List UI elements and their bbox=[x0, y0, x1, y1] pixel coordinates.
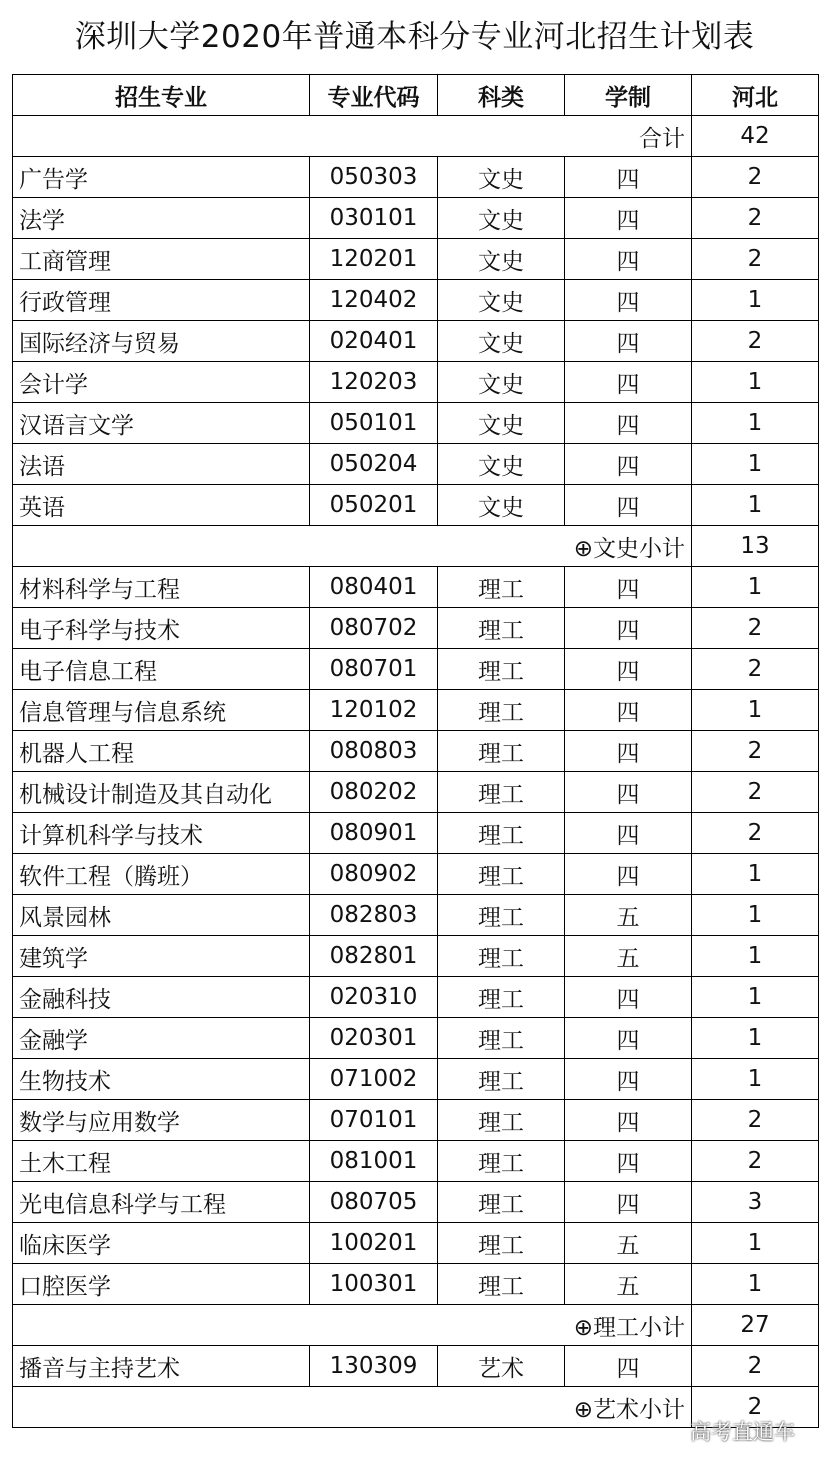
subtotal-row bbox=[13, 1387, 819, 1428]
category-cell: 理工 bbox=[438, 854, 565, 895]
quota-cell: 1 bbox=[692, 567, 819, 608]
major-name-cell: 播音与主持艺术 bbox=[13, 1346, 310, 1387]
major-name-cell: 土木工程 bbox=[13, 1141, 310, 1182]
major-name-cell: 行政管理 bbox=[13, 280, 310, 321]
enrollment-plan-table bbox=[12, 74, 819, 1428]
duration-cell: 四 bbox=[565, 321, 692, 362]
duration-cell: 四 bbox=[565, 731, 692, 772]
duration-cell: 五 bbox=[565, 1223, 692, 1264]
major-name-cell: 汉语言文学 bbox=[13, 403, 310, 444]
major-code-cell: 130309 bbox=[310, 1346, 438, 1387]
category-cell: 文史 bbox=[438, 444, 565, 485]
major-code-cell: 082803 bbox=[310, 895, 438, 936]
major-name-cell: 国际经济与贸易 bbox=[13, 321, 310, 362]
quota-cell: 2 bbox=[692, 1346, 819, 1387]
category-cell: 理工 bbox=[438, 1182, 565, 1223]
major-code-cell: 100301 bbox=[310, 1264, 438, 1305]
major-name-cell: 金融学 bbox=[13, 1018, 310, 1059]
table-row bbox=[13, 649, 819, 690]
duration-cell: 四 bbox=[565, 690, 692, 731]
category-cell: 理工 bbox=[438, 1264, 565, 1305]
major-code-cell: 120203 bbox=[310, 362, 438, 403]
major-name-cell: 会计学 bbox=[13, 362, 310, 403]
major-code-cell: 080902 bbox=[310, 854, 438, 895]
quota-cell: 1 bbox=[692, 1018, 819, 1059]
total-value: 42 bbox=[692, 116, 819, 157]
duration-cell: 四 bbox=[565, 444, 692, 485]
duration-cell: 四 bbox=[565, 198, 692, 239]
major-name-cell: 光电信息科学与工程 bbox=[13, 1182, 310, 1223]
category-cell: 理工 bbox=[438, 772, 565, 813]
major-code-cell: 080901 bbox=[310, 813, 438, 854]
major-name-cell: 工商管理 bbox=[13, 239, 310, 280]
category-cell: 文史 bbox=[438, 239, 565, 280]
duration-cell: 四 bbox=[565, 567, 692, 608]
major-name-cell: 广告学 bbox=[13, 157, 310, 198]
category-cell: 理工 bbox=[438, 1141, 565, 1182]
major-name-cell: 临床医学 bbox=[13, 1223, 310, 1264]
major-code-cell: 080803 bbox=[310, 731, 438, 772]
category-cell: 文史 bbox=[438, 362, 565, 403]
major-code-cell: 020301 bbox=[310, 1018, 438, 1059]
table-row bbox=[13, 1346, 819, 1387]
major-code-cell: 071002 bbox=[310, 1059, 438, 1100]
header-province: 河北 bbox=[692, 75, 819, 116]
table-row bbox=[13, 1018, 819, 1059]
table-row bbox=[13, 936, 819, 977]
major-name-cell: 信息管理与信息系统 bbox=[13, 690, 310, 731]
table-row bbox=[13, 731, 819, 772]
subtotal-row bbox=[13, 526, 819, 567]
table-row bbox=[13, 362, 819, 403]
duration-cell: 五 bbox=[565, 1264, 692, 1305]
subtotal-label: ⊕理工小计 bbox=[13, 1305, 692, 1346]
duration-cell: 四 bbox=[565, 239, 692, 280]
major-code-cell: 080702 bbox=[310, 608, 438, 649]
major-name-cell: 电子信息工程 bbox=[13, 649, 310, 690]
major-code-cell: 082801 bbox=[310, 936, 438, 977]
table-row bbox=[13, 157, 819, 198]
category-cell: 理工 bbox=[438, 1223, 565, 1264]
table-row bbox=[13, 1100, 819, 1141]
category-cell: 理工 bbox=[438, 690, 565, 731]
subtotal-row bbox=[13, 1305, 819, 1346]
quota-cell: 2 bbox=[692, 321, 819, 362]
table-row bbox=[13, 321, 819, 362]
table-row bbox=[13, 690, 819, 731]
total-row bbox=[13, 116, 819, 157]
quota-cell: 2 bbox=[692, 813, 819, 854]
category-cell: 理工 bbox=[438, 977, 565, 1018]
major-name-cell: 机械设计制造及其自动化 bbox=[13, 772, 310, 813]
quota-cell: 1 bbox=[692, 1264, 819, 1305]
quota-cell: 2 bbox=[692, 157, 819, 198]
quota-cell: 1 bbox=[692, 444, 819, 485]
quota-cell: 2 bbox=[692, 1100, 819, 1141]
duration-cell: 四 bbox=[565, 362, 692, 403]
major-name-cell: 电子科学与技术 bbox=[13, 608, 310, 649]
major-name-cell: 软件工程（腾班） bbox=[13, 854, 310, 895]
major-name-cell: 风景园林 bbox=[13, 895, 310, 936]
major-name-cell: 生物技术 bbox=[13, 1059, 310, 1100]
duration-cell: 四 bbox=[565, 157, 692, 198]
quota-cell: 1 bbox=[692, 1223, 819, 1264]
table-row bbox=[13, 567, 819, 608]
major-code-cell: 120402 bbox=[310, 280, 438, 321]
table-row bbox=[13, 1182, 819, 1223]
quota-cell: 2 bbox=[692, 239, 819, 280]
table-row bbox=[13, 1264, 819, 1305]
duration-cell: 四 bbox=[565, 813, 692, 854]
major-code-cell: 030101 bbox=[310, 198, 438, 239]
table-row bbox=[13, 198, 819, 239]
duration-cell: 四 bbox=[565, 1182, 692, 1223]
major-code-cell: 050101 bbox=[310, 403, 438, 444]
category-cell: 文史 bbox=[438, 321, 565, 362]
major-code-cell: 020401 bbox=[310, 321, 438, 362]
table-row bbox=[13, 772, 819, 813]
major-code-cell: 050303 bbox=[310, 157, 438, 198]
duration-cell: 四 bbox=[565, 485, 692, 526]
category-cell: 理工 bbox=[438, 936, 565, 977]
major-code-cell: 050201 bbox=[310, 485, 438, 526]
table-row bbox=[13, 895, 819, 936]
category-cell: 文史 bbox=[438, 403, 565, 444]
quota-cell: 1 bbox=[692, 1059, 819, 1100]
major-name-cell: 材料科学与工程 bbox=[13, 567, 310, 608]
total-label: 合计 bbox=[13, 116, 692, 157]
major-name-cell: 建筑学 bbox=[13, 936, 310, 977]
quota-cell: 2 bbox=[692, 1141, 819, 1182]
header-category: 科类 bbox=[438, 75, 565, 116]
major-code-cell: 020310 bbox=[310, 977, 438, 1018]
quota-cell: 1 bbox=[692, 362, 819, 403]
subtotal-value: 27 bbox=[692, 1305, 819, 1346]
category-cell: 理工 bbox=[438, 813, 565, 854]
category-cell: 理工 bbox=[438, 649, 565, 690]
category-cell: 文史 bbox=[438, 485, 565, 526]
major-name-cell: 金融科技 bbox=[13, 977, 310, 1018]
category-cell: 文史 bbox=[438, 198, 565, 239]
duration-cell: 四 bbox=[565, 1141, 692, 1182]
table-row bbox=[13, 1141, 819, 1182]
quota-cell: 1 bbox=[692, 485, 819, 526]
table-row bbox=[13, 280, 819, 321]
major-name-cell: 计算机科学与技术 bbox=[13, 813, 310, 854]
duration-cell: 四 bbox=[565, 854, 692, 895]
duration-cell: 四 bbox=[565, 280, 692, 321]
duration-cell: 五 bbox=[565, 895, 692, 936]
subtotal-label: ⊕艺术小计 bbox=[13, 1387, 692, 1428]
quota-cell: 1 bbox=[692, 403, 819, 444]
quota-cell: 2 bbox=[692, 772, 819, 813]
major-code-cell: 080701 bbox=[310, 649, 438, 690]
quota-cell: 2 bbox=[692, 608, 819, 649]
quota-cell: 1 bbox=[692, 280, 819, 321]
table-row bbox=[13, 239, 819, 280]
major-code-cell: 100201 bbox=[310, 1223, 438, 1264]
quota-cell: 1 bbox=[692, 936, 819, 977]
duration-cell: 四 bbox=[565, 1100, 692, 1141]
major-code-cell: 081001 bbox=[310, 1141, 438, 1182]
table-row bbox=[13, 1059, 819, 1100]
category-cell: 文史 bbox=[438, 157, 565, 198]
major-name-cell: 数学与应用数学 bbox=[13, 1100, 310, 1141]
major-name-cell: 机器人工程 bbox=[13, 731, 310, 772]
duration-cell: 四 bbox=[565, 1059, 692, 1100]
table-row bbox=[13, 854, 819, 895]
major-code-cell: 080401 bbox=[310, 567, 438, 608]
category-cell: 理工 bbox=[438, 1100, 565, 1141]
table-row bbox=[13, 977, 819, 1018]
major-code-cell: 080202 bbox=[310, 772, 438, 813]
quota-cell: 2 bbox=[692, 198, 819, 239]
subtotal-value: 2 bbox=[692, 1387, 819, 1428]
duration-cell: 四 bbox=[565, 608, 692, 649]
table-header-row bbox=[13, 75, 819, 116]
watermark-text: 高考直通车 bbox=[690, 1420, 795, 1444]
major-name-cell: 口腔医学 bbox=[13, 1264, 310, 1305]
category-cell: 理工 bbox=[438, 895, 565, 936]
duration-cell: 四 bbox=[565, 772, 692, 813]
major-name-cell: 英语 bbox=[13, 485, 310, 526]
quota-cell: 1 bbox=[692, 690, 819, 731]
category-cell: 理工 bbox=[438, 608, 565, 649]
quota-cell: 2 bbox=[692, 649, 819, 690]
quota-cell: 2 bbox=[692, 731, 819, 772]
category-cell: 文史 bbox=[438, 280, 565, 321]
table-row bbox=[13, 485, 819, 526]
duration-cell: 四 bbox=[565, 1018, 692, 1059]
category-cell: 理工 bbox=[438, 567, 565, 608]
quota-cell: 1 bbox=[692, 854, 819, 895]
major-code-cell: 080705 bbox=[310, 1182, 438, 1223]
table-row bbox=[13, 813, 819, 854]
duration-cell: 四 bbox=[565, 1346, 692, 1387]
table-row bbox=[13, 403, 819, 444]
major-code-cell: 120102 bbox=[310, 690, 438, 731]
table-row bbox=[13, 1223, 819, 1264]
duration-cell: 四 bbox=[565, 977, 692, 1018]
quota-cell: 1 bbox=[692, 977, 819, 1018]
table-row bbox=[13, 444, 819, 485]
category-cell: 理工 bbox=[438, 1018, 565, 1059]
header-years: 学制 bbox=[565, 75, 692, 116]
duration-cell: 五 bbox=[565, 936, 692, 977]
subtotal-value: 13 bbox=[692, 526, 819, 567]
subtotal-label: ⊕文史小计 bbox=[13, 526, 692, 567]
quota-cell: 3 bbox=[692, 1182, 819, 1223]
major-code-cell: 120201 bbox=[310, 239, 438, 280]
major-name-cell: 法语 bbox=[13, 444, 310, 485]
page-title: 深圳大学2020年普通本科分专业河北招生计划表 bbox=[74, 19, 755, 55]
header-code: 专业代码 bbox=[310, 75, 438, 116]
major-code-cell: 050204 bbox=[310, 444, 438, 485]
major-name-cell: 法学 bbox=[13, 198, 310, 239]
category-cell: 理工 bbox=[438, 731, 565, 772]
table-row bbox=[13, 608, 819, 649]
category-cell: 理工 bbox=[438, 1059, 565, 1100]
major-code-cell: 070101 bbox=[310, 1100, 438, 1141]
category-cell: 艺术 bbox=[438, 1346, 565, 1387]
header-major: 招生专业 bbox=[13, 75, 310, 116]
duration-cell: 四 bbox=[565, 649, 692, 690]
quota-cell: 1 bbox=[692, 895, 819, 936]
duration-cell: 四 bbox=[565, 403, 692, 444]
